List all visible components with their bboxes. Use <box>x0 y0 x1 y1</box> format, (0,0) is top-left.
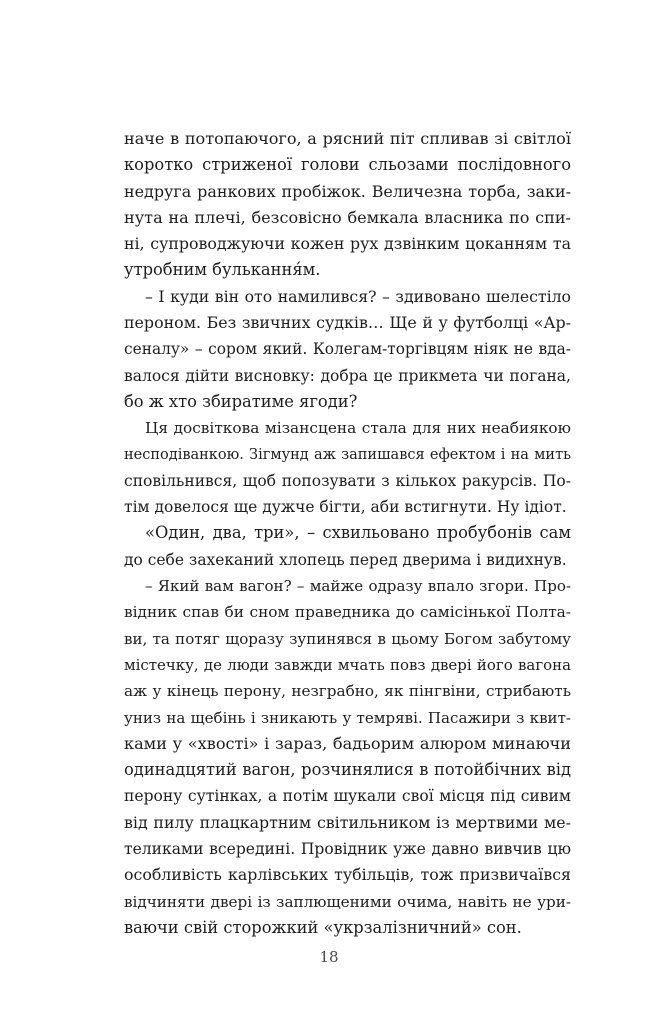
text-line: бо ж хто збиратиме ягоди? <box>124 391 358 411</box>
text-line: від пилу плацкартним світильником із мертвими ме- <box>124 812 571 832</box>
text-line: ками у «хвості» і зараз, бадьорим алюром минаючи <box>124 733 571 753</box>
text-line: відник спав би сном праведника до самісінької Полта- <box>124 603 571 622</box>
text-line: ви, та потяг щоразу зупинявся в цьому Богом забутому <box>124 629 571 648</box>
text-line: відчиняти двері із заплющеними очима, навіть не ури- <box>124 892 571 911</box>
text-line: Ця досвіткова мізансцена стала для них неабиякою <box>145 419 571 438</box>
text-line: недруга ранкових пробіжок. Величезна торба, заки- <box>124 181 571 201</box>
text-line: наче в потопаючого, а рясний піт спливав зі світлої <box>124 129 571 148</box>
text-line: валося дійти висновку: добра це прикмета чи погана, <box>124 366 571 385</box>
text-line: перону сутінках, а потім шукали свої місця під сивим <box>124 787 571 806</box>
text-line: теликами всередині. Провідник уже давно вивчив цю <box>124 840 571 859</box>
text-line: пероном. Без звичних судків… Ще й у футболці «Ар- <box>124 313 571 333</box>
text-line: особливість карлівських тубільців, тож призвичаївся <box>124 865 571 885</box>
page-number: 18 <box>319 948 339 966</box>
text-line: несподіванкою. Зігмунд аж запишався ефектом і на мить <box>124 446 571 463</box>
text-line: коротко стриженої голови сльозами послідовного <box>124 155 571 175</box>
text-line: містечку, де люди завжди мчать повз двері його вагона <box>124 655 571 674</box>
text-line: нута на плечі, безсовісно бемкала власника по спи- <box>124 207 571 227</box>
text-line: – Який вам вагон? – майже одразу впало згори. Про- <box>145 577 571 596</box>
text-line: аж у кінець перону, незграбно, як пінгвіни, стрибають <box>124 682 571 701</box>
text-line: ні, супроводжуючи кожен рух дзвінким цоканням та <box>124 234 571 254</box>
text-line: ваючи свій сторожкий «укрзалізничний» сон. <box>124 917 522 937</box>
text-line: утробним булькання́м. <box>124 260 321 280</box>
body-text <box>124 126 571 941</box>
text-line: сповільнився, щоб попозувати з кількох ракурсів. По- <box>124 471 571 490</box>
text-line: тім довелося ще дужче бігти, аби встигнути. Ну ідіот. <box>124 498 567 517</box>
text-line: «Один, два, три», – схвильовано пробубонів сам <box>145 523 571 543</box>
text-line: – І куди він ото намилився? – здивовано шелестіло <box>145 286 571 306</box>
text-line: сеналу» – сором який. Колегам-торгівцям ніяк не вда- <box>124 340 571 359</box>
text-line: одинадцятий вагон, розчинялися в потойбічних від <box>124 760 571 780</box>
text-line: до себе захеканий хлопець перед дверима і видихнув. <box>124 550 567 569</box>
text-line: униз на щебінь і зникають у темряві. Пасажири з квит- <box>124 708 571 727</box>
